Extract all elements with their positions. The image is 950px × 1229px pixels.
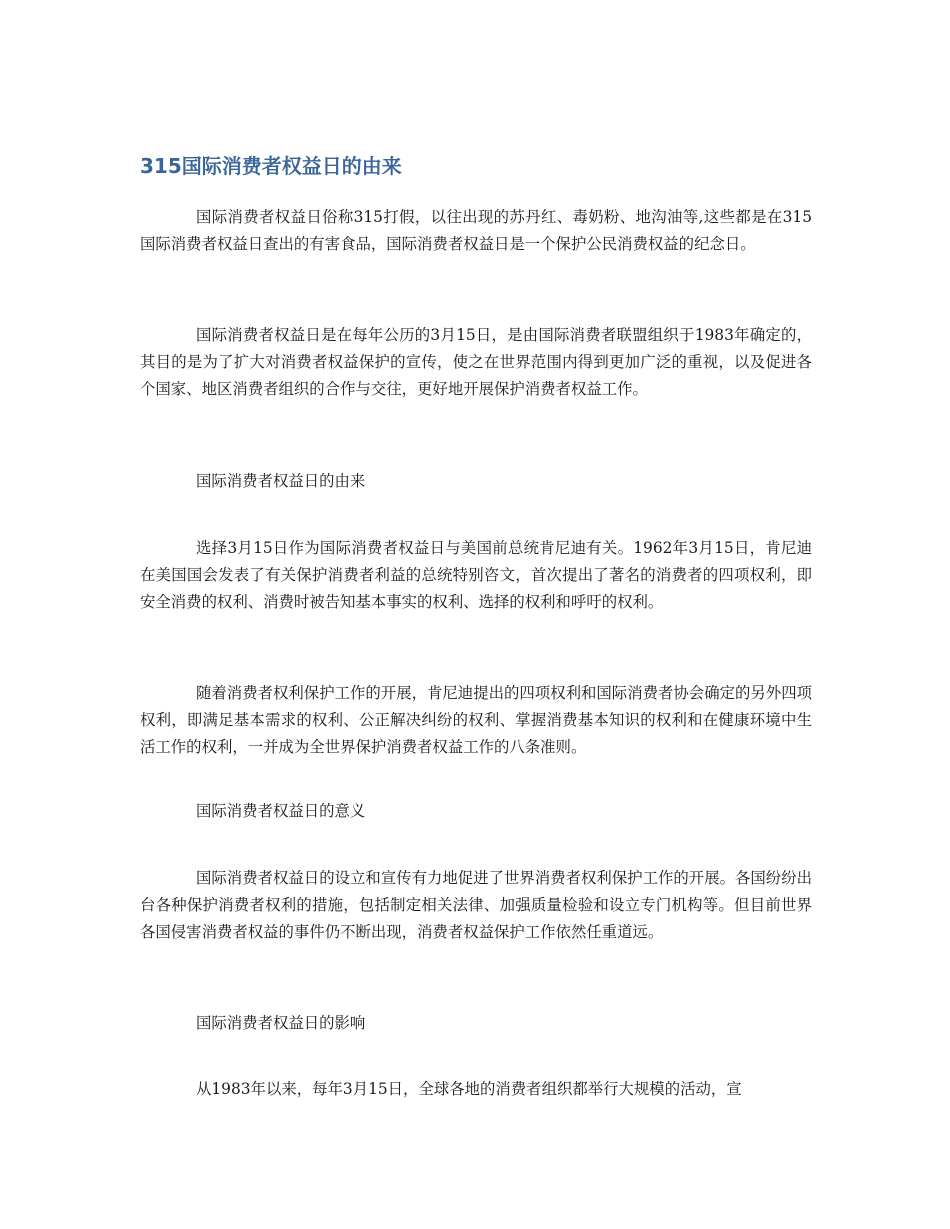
- paragraph-date-origin: 国际消费者权益日是在每年公历的3月15日，是由国际消费者联盟组织于1983年确定的，其目的是为了扩大对消费者权益保护的宣传，使之在世界范围内得到更加广泛的重视，以及促进各个国家、地区消费者组织的合作与交往，更好地开展保护消费者权益工作。: [140, 326, 812, 398]
- subheading-impact: 国际消费者权益日的影响: [196, 1014, 366, 1032]
- paragraph-kennedy: 选择3月15日作为国际消费者权益日与美国前总统肯尼迪有关。1962年3月15日，肯尼迪在美国国会发表了有关保护消费者利益的总统特别咨文，首次提出了著名的消费者的四项权利，即安全消费的权利、消费时被告知基本事实的权利、选择的权利和呼吁的权利。: [140, 539, 812, 611]
- document-title: 315国际消费者权益日的由来: [140, 154, 402, 178]
- paragraph-significance: 国际消费者权益日的设立和宣传有力地促进了世界消费者权利保护工作的开展。各国纷纷出台各种保护消费者权利的措施，包括制定相关法律、加强质量检验和设立专门机构等。但目前世界各国侵害消费者权益的事件仍不断出现，消费者权益保护工作依然任重道远。: [140, 869, 812, 941]
- subheading-origin: 国际消费者权益日的由来: [196, 472, 366, 490]
- paragraph-intro: 国际消费者权益日俗称315打假，以往出现的苏丹红、毒奶粉、地沟油等,这些都是在315国际消费者权益日查出的有害食品，国际消费者权益日是一个保护公民消费权益的纪念日。: [140, 208, 812, 253]
- paragraph-eight-rights: 随着消费者权利保护工作的开展，肯尼迪提出的四项权利和国际消费者协会确定的另外四项权利，即满足基本需求的权利、公正解决纠纷的权利、掌握消费基本知识的权利和在健康环境中生活工作的权利，一并成为全世界保护消费者权益工作的八条准则。: [140, 684, 812, 756]
- paragraph-impact: 从1983年以来，每年3月15日，全球各地的消费者组织都举行大规模的活动，宣: [196, 1080, 742, 1098]
- subheading-significance: 国际消费者权益日的意义: [196, 802, 366, 820]
